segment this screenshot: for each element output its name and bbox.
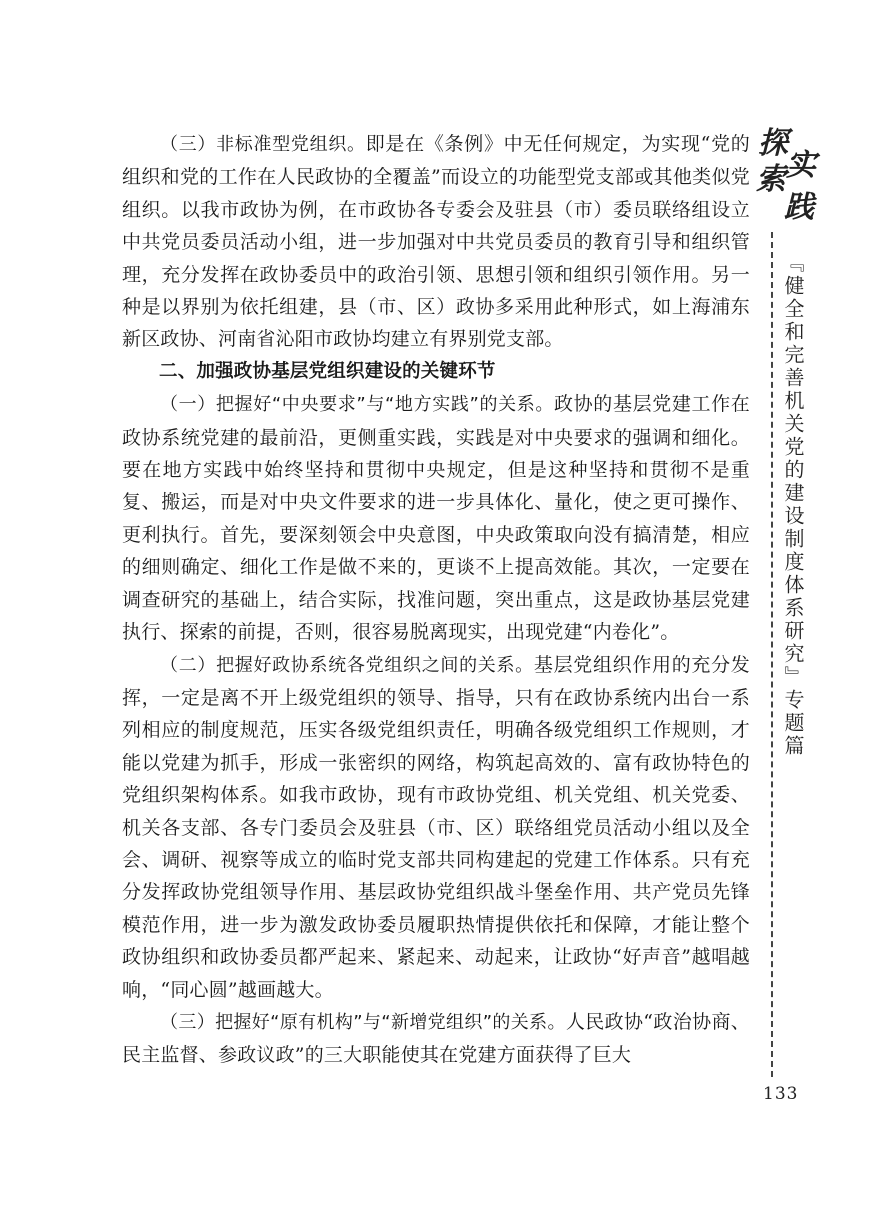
side-title-char: 践 — [784, 190, 814, 225]
main-text-column — [122, 128, 750, 1072]
paragraph-org-relations — [122, 649, 750, 1006]
paragraph-body: 政协的基层党建工作在政协系统党建的最前沿，更侧重实践，实践是对中央要求的强调和细化。要在地方实践中始终坚持和贯彻中央规定，但是这种坚持和贯彻不是重复、搬运，而是对中央文件要求的进一步具体化、量化，使之更可操作、更利执行。首先，要深刻领会中央意图，中央政策取向没有搞清楚，相应的细则确定、细化工作是做不来的，更谈不上提高效能。其次，一定要在调查研究的基础上，结合实际，找准问题，突出重点，这是政协基层党建执行、探索的前提，否则，很容易脱离现实，出现党建“内卷化”。 — [122, 393, 750, 644]
dashed-divider — [771, 232, 773, 1077]
running-header-vertical: 『健全和完善机关党的建设制度体系研究』专题篇 — [781, 252, 805, 758]
page-number: 133 — [763, 1084, 799, 1104]
paragraph-lead: （三）非标准型党组织。 — [160, 134, 366, 155]
side-title-char: 实 — [786, 148, 816, 183]
paragraph-non-standard-party-org — [122, 128, 750, 356]
paragraph-lead: （一）把握好“中央要求”与“地方实践”的关系。 — [160, 394, 555, 416]
section-heading: 二、加强政协基层党组织建设的关键环节 — [159, 360, 496, 382]
side-title-char: 探 — [758, 126, 788, 161]
paragraph-lead: （三）把握好“原有机构”与“新增党组织”的关系。 — [160, 1011, 566, 1033]
side-title-char: 索 — [756, 162, 786, 197]
paragraph-body: 基层党组织作用的充分发挥，一定是离不开上级党组织的领导、指导，只有在政协系统内出台一系列相应的制度规范，压实各级党组织责任，明确各级党组织工作规则，才能以党建为抓手，形成一张密织的网络，构筑起高效的、富有政协特色的党组织架构体系。如我市政协，现有市政协党组、机关党组、机关党委、机关各支部、各专门委员会及驻县（市、区）联络组党员活动小组以及全会、调研、视察等成立的临时党支部共同构建起的党建工作体系。只有充分发挥政协党组领导作用、基层政协党组织战斗堡垒作用、共产党员先锋模范作用，进一步为激发政协委员履职热情提供依托和保障，才能让整个政协组织和政协委员都严起来、紧起来、动起来，让政协“好声音”越唱越响，“同心圆”越画越大。 — [122, 653, 751, 1001]
side-section-title — [756, 118, 820, 228]
paragraph-lead: （二）把握好政协系统各党组织之间的关系。 — [160, 654, 534, 676]
paragraph-central-vs-local — [122, 388, 750, 648]
paragraph-body: 人民政协“政治协商、民主监督、参政议政”的三大职能使其在党建方面获得了巨大 — [122, 1010, 750, 1067]
paragraph-original-vs-new — [122, 1006, 750, 1072]
paragraph-body: 即是在《条例》中无任何规定，为实现“党的组织和党的工作在人民政协的全覆盖”而设立的功能型党支部或其他类似党组织。以我市政协为例，在市政协各专委会及驻县（市）委员联络组设立中共党员委员活动小组，进一步加强对中共党员委员的教育引导和组织管理，充分发挥在政协委员中的政治引领、思想引领和组织引领作用。另一种是以界别为依托组建，县（市、区）政协多采用此种形式，如上海浦东新区政协、河南省沁阳市政协均建立有界别党支部。 — [122, 133, 750, 351]
